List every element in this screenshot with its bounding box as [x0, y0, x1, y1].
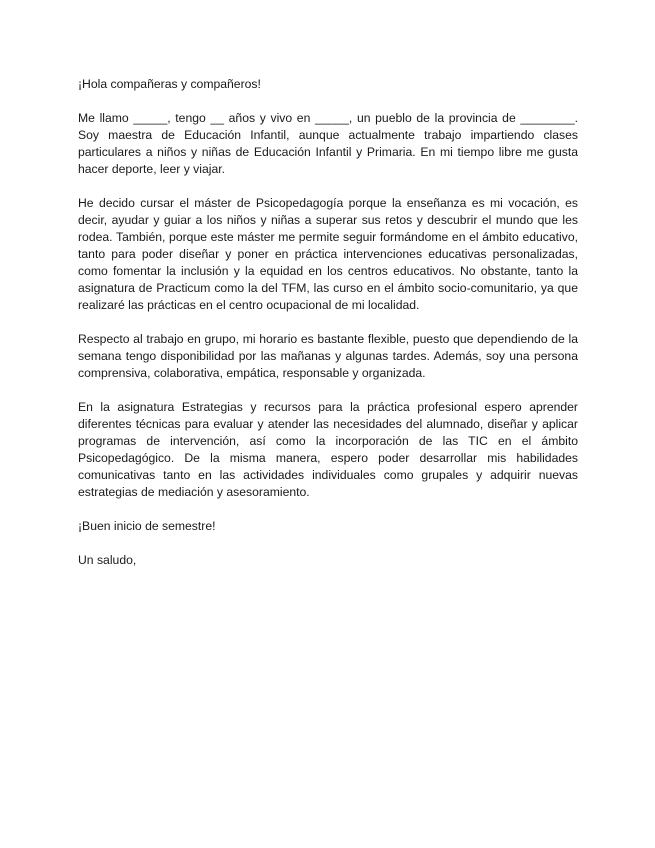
paragraph-expectations: En la asignatura Estrategias y recursos para la práctica profesional espero aprender diferentes técnicas para evaluar y atender las necesidades del alumnado, diseñar y aplicar programas de intervención, así como la incorporación de las TIC en el ámbito Psicopedagógico. De la misma manera, espero poder desarrollar mis habilidades comunicativas tanto en las actividades individuales como grupales y adquirir nuevas estrategias de mediación y asesoramiento. — [78, 400, 578, 499]
paragraph-motivation: He decido cursar el máster de Psicopedagogía porque la enseñanza es mi vocación, es decir, ayudar y guiar a los niños y niñas a superar sus retos y descubrir el mundo que les rodea. También, porque este máster me permite seguir formándome en el ámbito educativo, tanto para poder diseñar y poner en práctica intervenciones educativas personalizadas, como fomentar la inclusión y la equidad en los centros educativos. No obstante, tanto la asignatura de Practicum como la del TFM, las curso en el ámbito socio-comunitario, ya que realizaré las prácticas en el centro ocupacional de mi localidad. — [78, 196, 578, 312]
closing-wish: ¡Buen inicio de semestre! — [78, 519, 216, 533]
paragraph-introduction: Me llamo _____, tengo __ años y vivo en _____, un pueblo de la provincia de ________. Soy maestra de Educación Infantil, aunque actualmente trabajo impartiendo clases particulares a niños y niñas de Educación Infantil y Primaria. En mi tiempo libre me gusta hacer deporte, leer y viajar. — [78, 111, 578, 176]
paragraph-group-work: Respecto al trabajo en grupo, mi horario es bastante flexible, puesto que dependiendo de la semana tengo disponibilidad por las mañanas y algunas tardes. Además, soy una persona comprensiva, colaborativa, empática, responsable y organizada. — [78, 332, 578, 380]
letter-body — [78, 76, 578, 586]
sign-off: Un saludo, — [78, 553, 137, 567]
greeting: ¡Hola compañeras y compañeros! — [78, 77, 261, 91]
